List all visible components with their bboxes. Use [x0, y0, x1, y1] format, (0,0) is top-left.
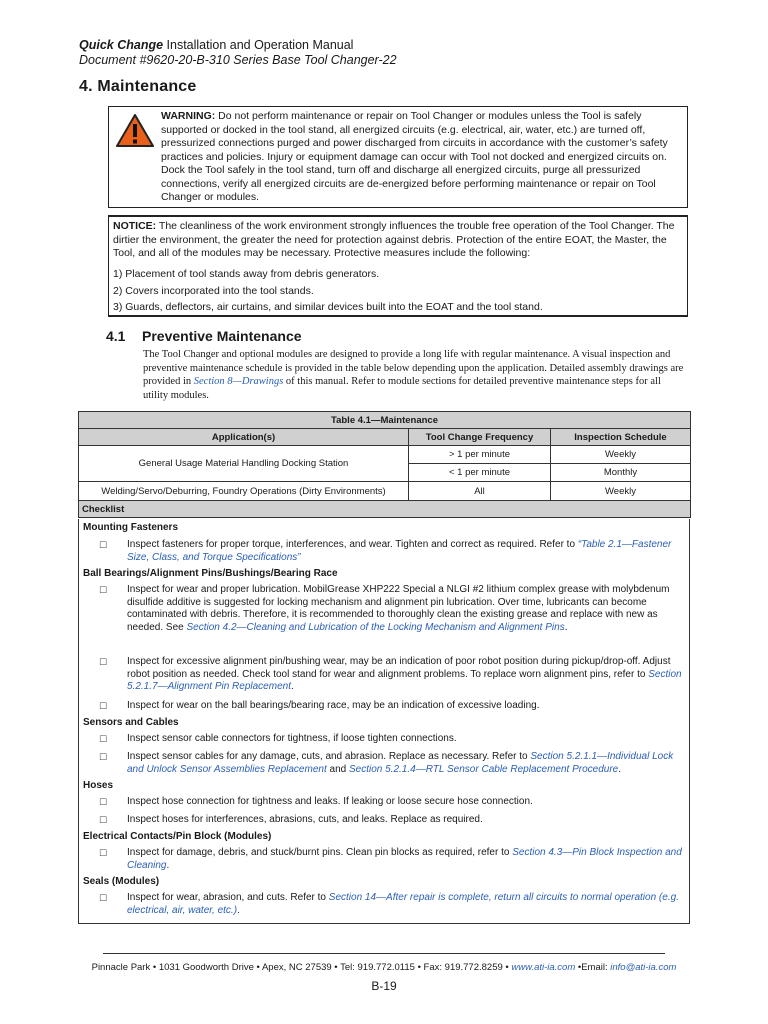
footer-email-label: •Email:: [575, 962, 611, 973]
warning-label: WARNING:: [161, 110, 216, 122]
item-text-end: .: [618, 763, 621, 775]
notice-label: NOTICE:: [113, 220, 157, 232]
checkbox-icon[interactable]: ☐: [99, 893, 108, 903]
section-5-2-1-1-link[interactable]: Section 5.2.1.1—Individual Lock and Unlock Sensor Assemblies Replacement: [127, 751, 674, 775]
notice-item-2: 2) Covers incorporated into the tool stands.: [113, 285, 314, 297]
checkbox-icon[interactable]: ☐: [99, 848, 108, 858]
table-caption: Table 4.1—Maintenance: [79, 412, 691, 429]
notice-body: The cleanliness of the work environment strongly influences the trouble free operation of the Tool Changer. The dirtier the environment, the greater the need for protection against debris. Protection of the entire EOAT, the Master, the Tool, and all of the modules may be necessary. Protective measures include the following:: [113, 220, 675, 259]
subsection-name: Preventive Maintenance: [142, 328, 302, 344]
notice-item-3: 3) Guards, deflectors, air curtains, and similar devices built into the EOAT and the tool stand.: [113, 301, 543, 313]
document-number: Document #9620-20-B-310 Series Base Tool Changer-22: [79, 53, 397, 67]
column-header: Inspection Schedule: [551, 429, 691, 446]
warning-text: [161, 110, 683, 205]
table-cell: Welding/Servo/Deburring, Foundry Operations (Dirty Environments): [79, 482, 409, 501]
checklist-item: [127, 656, 685, 694]
column-header: Tool Change Frequency: [409, 429, 551, 446]
footer-address: Pinnacle Park • 1031 Goodworth Drive • Apex, NC 27539 • Tel: 919.772.0115 • Fax: 919.772.8259 •: [91, 962, 512, 973]
group-title: Sensors and Cables: [83, 717, 179, 728]
warning-triangle-icon: [115, 113, 155, 149]
item-text: Inspect sensor cables for any damage, cuts, and abrasion. Replace as necessary. Refer to: [127, 751, 531, 762]
item-text: Inspect for wear, abrasion, and cuts. Refer to: [127, 892, 329, 903]
item-text-end: .: [290, 681, 294, 692]
item-text-end: .: [237, 904, 240, 916]
page-number: B-19: [371, 979, 397, 993]
checkbox-icon[interactable]: ☐: [99, 734, 108, 744]
footer: [0, 962, 768, 973]
warning-body: Do not perform maintenance or repair on Tool Changer or modules unless the Tool is safely supported or docked in the tool stand, all energized circuits (e.g. electrical, air, water, etc.) are turned off, pressurized connections purged and power discharged from circuits in accordance with the customer’s safety practices and policies. Injury or equipment damage can occur with Tool not docked and energized circuits on. Dock the Tool safely in the tool stand, turn off and discharge all energized circuits, purge all pressurized connections, verify all energized circuits are de-energized before performing maintenance or repair on Tool Changer or modules.: [161, 110, 668, 203]
subsection-number: 4.1: [106, 328, 126, 344]
item-text-end: .: [564, 621, 568, 633]
checkbox-icon[interactable]: ☐: [99, 815, 108, 825]
checklist-header: Checklist: [79, 501, 691, 518]
section-4-2-link[interactable]: Section 4.2—Cleaning and Lubrication of the Locking Mechanism and Alignment Pins: [186, 621, 565, 633]
document-header-title: [79, 38, 353, 52]
table-row: [79, 446, 691, 464]
checkbox-icon[interactable]: ☐: [99, 797, 108, 807]
drawings-link[interactable]: Section 8—Drawings: [193, 376, 284, 387]
table-cell: Weekly: [551, 446, 691, 464]
maintenance-table: [78, 411, 691, 518]
checklist: [78, 519, 690, 924]
manual-name: Installation and Operation Manual: [163, 38, 354, 52]
intro-text: The Tool Changer and optional modules are designed to provide a long life with regular maintenance. A visual inspection and preventive maintenance schedule is provided in the table below depending upon the application. Detailed assembly drawings are provided in: [143, 349, 684, 387]
column-header: Application(s): [79, 429, 409, 446]
checklist-item: [127, 847, 685, 872]
checklist-item: [127, 584, 685, 634]
group-title: Seals (Modules): [83, 876, 160, 887]
item-text: Inspect for excessive alignment pin/bushing wear, may be an indication of poor robot position during pickup/drop-off. Adjust robot position as needed. Check tool stand for wear and alignment problems. To replace worn alignment pins, refer to: [127, 656, 671, 680]
checklist-item: Inspect hose connection for tightness and leaks. If leaking or loose secure hose connection.: [127, 796, 533, 807]
checklist-item: [127, 751, 685, 776]
checkbox-icon[interactable]: ☐: [99, 657, 108, 667]
checkbox-icon[interactable]: ☐: [99, 585, 108, 595]
checklist-item: Inspect sensor cable connectors for tightness, if loose tighten connections.: [127, 733, 457, 744]
group-title: Ball Bearings/Alignment Pins/Bushings/Bearing Race: [83, 568, 338, 579]
item-text-mid: and: [326, 763, 349, 775]
section-4-3-link[interactable]: Section 4.3—Pin Block Inspection and Cleaning: [127, 847, 682, 871]
subsection-title: [106, 328, 302, 344]
table-cell: < 1 per minute: [409, 464, 551, 482]
group-title: Hoses: [83, 780, 114, 791]
checkbox-icon[interactable]: ☐: [99, 752, 108, 762]
table-cell: General Usage Material Handling Docking Station: [79, 446, 409, 482]
product-name: Quick Change: [79, 38, 164, 52]
table-cell: Weekly: [551, 482, 691, 501]
checkbox-icon[interactable]: ☐: [99, 540, 108, 550]
checklist-item: Inspect hoses for interferences, abrasions, cuts, and leaks. Replace as required.: [127, 814, 483, 825]
table-cell: All: [409, 482, 551, 501]
section-14-link[interactable]: Section 14—After repair is complete, return all circuits to normal operation (e.g. electrical, air, water, etc.): [127, 892, 679, 916]
checklist-item: [127, 892, 685, 917]
group-title: Mounting Fasteners: [83, 522, 179, 533]
intro-text-end: of this manual. Refer to module sections for detailed preventive maintenance steps for all utility modules.: [143, 376, 661, 401]
item-text: Inspect for damage, debris, and stuck/burnt pins. Clean pin blocks as required, refer to: [127, 847, 513, 858]
notice-item-1: 1) Placement of tool stands away from debris generators.: [113, 268, 380, 280]
checklist-item: Inspect for wear on the ball bearings/bearing race, may be an indication of excessive loading.: [127, 700, 540, 711]
subsection-intro: [143, 348, 688, 402]
notice-text: [113, 220, 685, 261]
notice-box: [108, 215, 688, 317]
section-5-2-1-4-link[interactable]: Section 5.2.1.4—RTL Sensor Cable Replacement Procedure: [348, 763, 619, 775]
email-link[interactable]: info@ati-ia.com: [610, 962, 677, 973]
item-text: Inspect fasteners for proper torque, interferences, and wear. Tighten and correct as required. Refer to: [127, 539, 578, 550]
table-cell: > 1 per minute: [409, 446, 551, 464]
section-5-2-1-7-link[interactable]: Section 5.2.1.7—Alignment Pin Replacement: [127, 668, 682, 692]
warning-box: [108, 106, 688, 208]
footer-divider: [103, 953, 665, 954]
checkbox-icon[interactable]: ☐: [99, 701, 108, 711]
table-2-1-link[interactable]: “Table 2.1—Fastener Size, Class, and Torque Specifications”: [127, 539, 672, 563]
item-text-end: .: [166, 859, 170, 871]
section-title: 4. Maintenance: [79, 78, 197, 95]
table-cell: Monthly: [551, 464, 691, 482]
item-text: Inspect for wear and proper lubrication. MobilGrease XHP222 Special a NLGI #2 lithium complex grease with molybdenum disulfide additive is suggested for locking mechanism and alignment pin lubrication. Over time, lubricants can become contaminated with debris. Therefore, it is recommended to thoroughly clean the existing grease and replace with new as needed. See: [127, 584, 670, 633]
table-row: [79, 482, 691, 501]
checklist-item: [127, 539, 685, 564]
group-title: Electrical Contacts/Pin Block (Modules): [83, 831, 272, 842]
website-link[interactable]: www.ati-ia.com: [511, 962, 576, 973]
